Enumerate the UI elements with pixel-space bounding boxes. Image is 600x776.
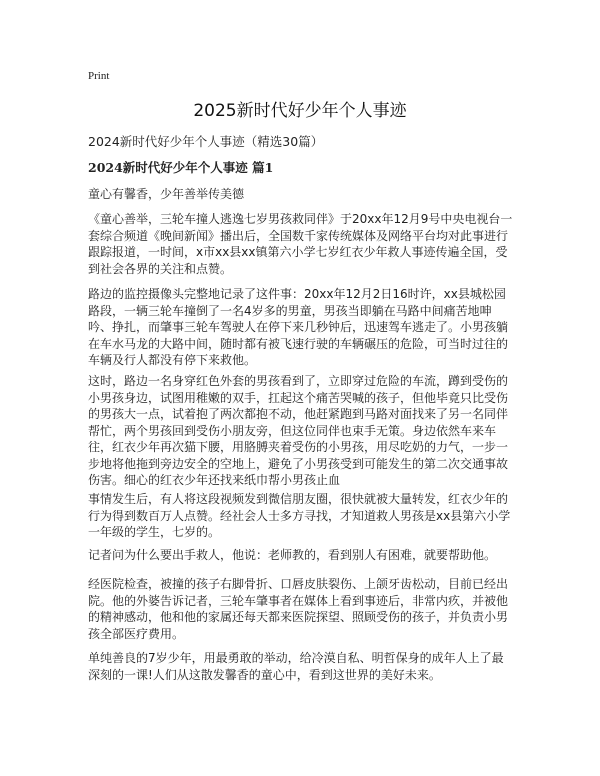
paragraph: 单纯善良的7岁少年，用最勇敢的举动，给冷漠自私、明哲保身的成年人上了最深刻的一课!人们从这散发馨香的童心中，看到这世界的美好未来。 bbox=[88, 651, 504, 682]
paragraph: 事情发生后，有人将这段视频发到微信朋友圈，很快就被大量转发，红衣少年的行为得到数百万人点赞。经社会人士多方寻找，才知道救人男孩是xx县第六小学一年级的学生，七岁的。 bbox=[88, 492, 511, 539]
paragraph: 这时，路边一名身穿红色外套的男孩看到了，立即穿过危险的车流，蹲到受伤的小男孩身边，试图用稚嫩的双手，扛起这个痛苦哭喊的孩子，但他毕竟只比受伤的男孩大一点，试着抱了两次都抱不动，他赶紧跑到马路对面找来了另一名同伴帮忙，两个男孩回到受伤小朋友旁，但这位同伴也束手无策。身边依然车来车往，红衣少年再次猫下腰，用胳膊夹着受伤的小男孩，用尽吃奶的力气，一步一步地将他拖到旁边安全的空地上，避免了小男孩受到可能发生的第二次交通事故伤害。细心的红衣少年还找来纸巾帮小男孩止血 bbox=[88, 374, 509, 487]
paragraph: 童心有馨香，少年善举传美德 bbox=[88, 187, 245, 201]
paragraph: 记者问为什么要出手救人，他说：老师教的，看到别人有困难，就要帮助他。 bbox=[88, 548, 497, 562]
print-label[interactable]: Print bbox=[88, 70, 110, 82]
document-subtitle: 2024新时代好少年个人事迹（精选30篇） bbox=[88, 134, 324, 149]
section-heading: 2024新时代好少年个人事迹 篇1 bbox=[88, 160, 274, 175]
paragraph: 《童心善举，三轮车撞人逃逸七岁男孩救同伴》于20xx年12月9号中央电视台一套综合频道《晚间新闻》播出后，全国数千家传统媒体及网络平台均对此事进行跟踪报道，一时间，x市xx县xx镇第六小学七岁红衣少年救人事迹传遍全国，受到社会各界的关注和点赞。 bbox=[88, 212, 513, 276]
paragraph: 经医院检查，被撞的孩子右脚骨折、口唇皮肤裂伤、上颌牙齿松动，目前已经出院。他的外婆告诉记者，三轮车肇事者在媒体上看到事迹后，非常内疚，并被他的精神感动，他和他的家属还每天都来医院探望、照顾受伤的孩子，并负责小男孩全部医疗费用。 bbox=[88, 577, 509, 641]
document-title: 2025新时代好少年个人事迹 bbox=[193, 101, 407, 121]
paragraph: 路边的监控摄像头完整地记录了这件事：20xx年12月2日16时许，xx县城松园路段，一辆三轮车撞倒了一名4岁多的男童，男孩当即躺在马路中间痛苦地呻吟、挣扎，而肇事三轮车驾驶人在停下来几秒钟后，迅速驾车逃走了。小男孩躺在车水马龙的大路中间，随时都有被飞速行驶的车辆碾压的危险，可当时过往的车辆及行人都没有停下来救他。 bbox=[88, 287, 509, 367]
